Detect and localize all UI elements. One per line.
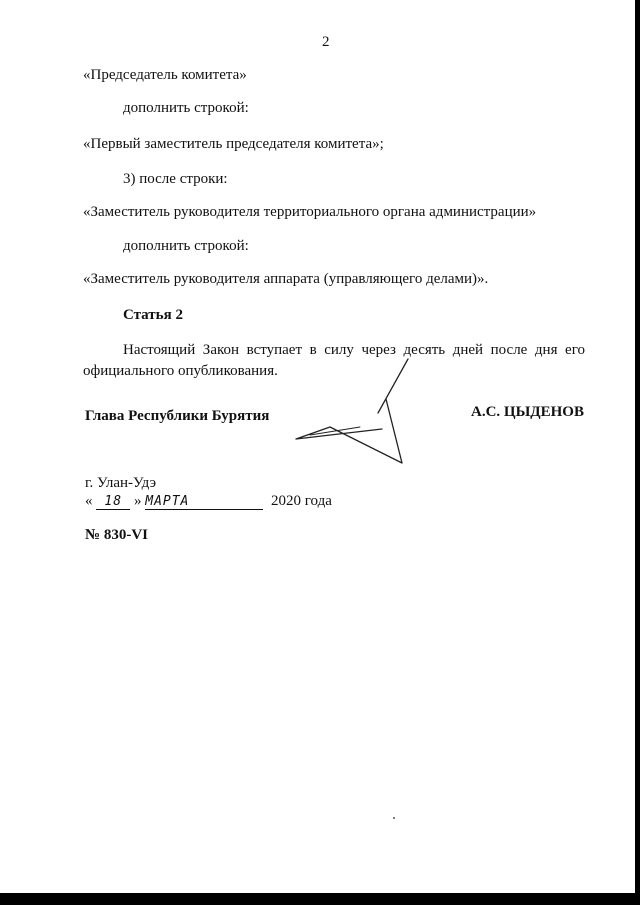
article-heading: Статья 2 xyxy=(123,307,183,323)
place: г. Улан-Удэ xyxy=(85,475,157,491)
date-open-quote: « xyxy=(85,493,93,509)
line-supplement-2: дополнить строкой: xyxy=(123,238,249,254)
date-month: МАРТА xyxy=(145,494,263,510)
date-day: 18 xyxy=(96,494,130,510)
page-number: 2 xyxy=(322,34,330,50)
date-line xyxy=(85,493,332,510)
signoff-position: Глава Республики Бурятия xyxy=(85,408,270,424)
signoff-name: А.С. ЦЫДЕНОВ xyxy=(471,404,584,420)
law-number: № 830-VI xyxy=(85,527,148,543)
line-deputy-head-territorial: «Заместитель руководителя территориального органа администрации» xyxy=(83,204,537,220)
line-first-deputy: «Первый заместитель председателя комитета»; xyxy=(83,136,384,152)
scan-speck xyxy=(393,817,395,819)
line-after-row: 3) после строки: xyxy=(123,171,228,187)
date-year: 2020 года xyxy=(271,493,332,509)
line-supplement-1: дополнить строкой: xyxy=(123,100,249,116)
line-chairman: «Председатель комитета» xyxy=(83,67,247,83)
line-deputy-head-apparatus: «Заместитель руководителя аппарата (управляющего делами)». xyxy=(83,271,489,287)
handwritten-signature xyxy=(290,355,420,475)
article-text: Настоящий Закон вступает в силу через десять дней после дня его официального опубликования. xyxy=(83,342,585,379)
date-close-quote: » xyxy=(134,493,142,509)
